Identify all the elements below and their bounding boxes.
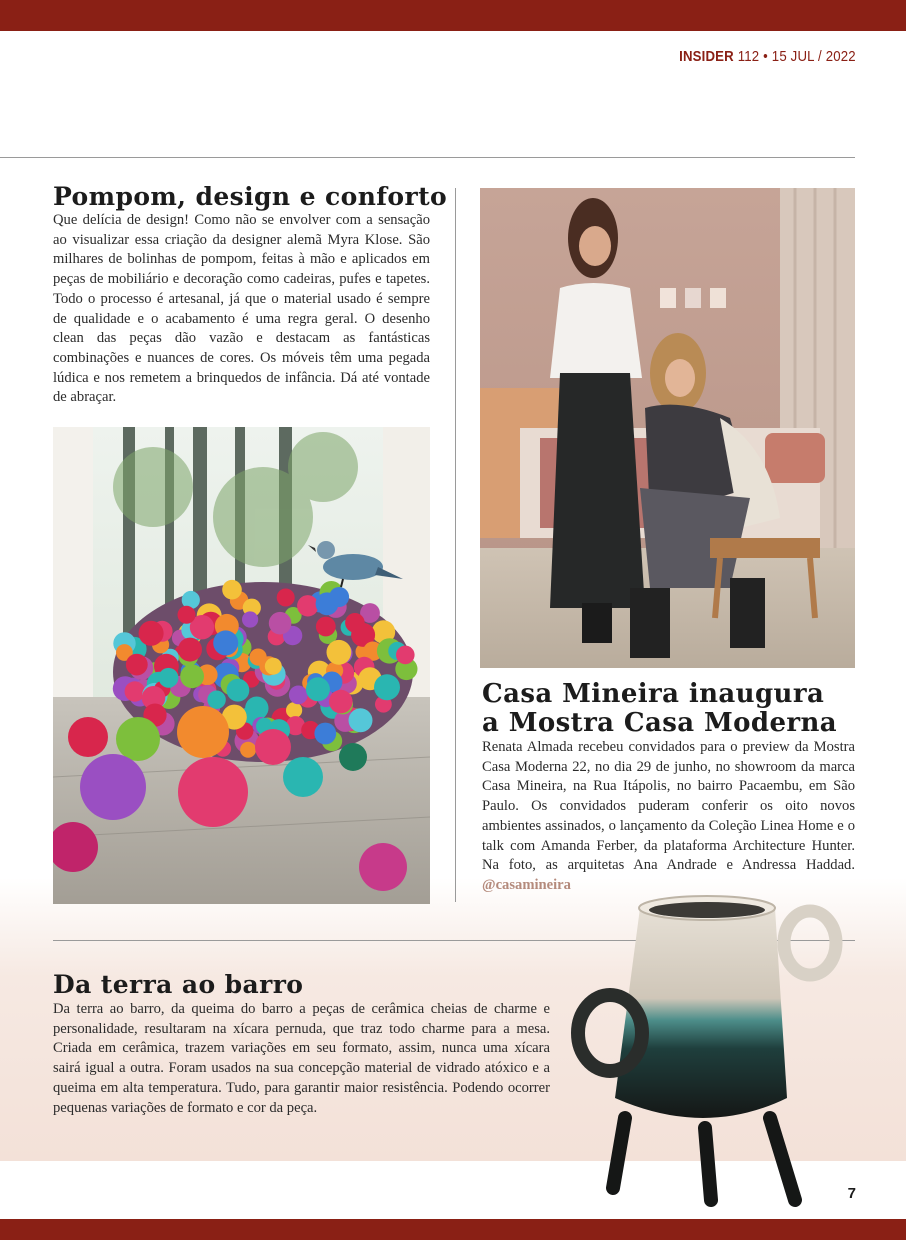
pompom-ball — [265, 658, 282, 675]
terra-title: Da terra ao barro — [53, 970, 304, 999]
pompom-ball — [126, 654, 148, 676]
pompom-ball — [159, 668, 179, 688]
pompom-ball — [242, 611, 258, 627]
pompom-ball — [316, 617, 336, 637]
pompom-ball — [329, 587, 349, 607]
pompom-ball — [306, 677, 330, 701]
pompom-ball — [327, 640, 352, 665]
loose-pompom-ball — [359, 843, 407, 891]
pompom-pouf-photo — [53, 427, 430, 904]
casa-body-text: Renata Almada recebeu convidados para o preview da Mostra Casa Moderna 22, no dia 29 de junho, no showroom da marca Casa Mineira, na Rua Itápolis, no bairro Pacaembu, em São Paulo. Os convidados puderam conferir os oito novos ambientes assinados, o lançamento da Coleção Linea Home e o talk com Amanda Ferber, da plataforma Architecture Hunter. Na foto, as arquitetas Ana Andrade e Andressa Haddad. — [482, 739, 855, 874]
pompom-ball — [277, 589, 295, 607]
pompom-ball — [227, 679, 250, 702]
loose-pompom-ball — [339, 743, 367, 771]
issue-header — [679, 48, 856, 65]
pompom-ball — [374, 674, 400, 700]
header-separator: • — [763, 48, 769, 65]
pompom-ball — [349, 708, 373, 732]
issue-number: 112 — [737, 48, 760, 65]
terra-body: Da terra ao barro, da queima do barro a peças de cerâmica cheias de charme e personalidade, resultaram na xícara pernuda, que traz todo charme para a mesa. Criada em cerâmica, trazem variações em seu formato, assim, nunca uma xícara sairá igual a outra. Foram usados na sua concepção material de vidrado atóxico e a queima em alta temperatura. Tudo, para garantir maior resistência. Podendo ocorrer pequenas variações de formato e cor da peça. — [53, 1001, 550, 1116]
pompom-ball — [345, 613, 365, 633]
page-number: 7 — [847, 1185, 856, 1202]
pompom-ball — [297, 595, 318, 616]
pompom-ball — [139, 621, 164, 646]
pompom-ball — [213, 630, 238, 655]
pompom-ball — [396, 646, 415, 665]
casa-body — [482, 738, 855, 896]
pompom-ball — [286, 702, 302, 718]
ceramic-cup-photo — [565, 888, 855, 1210]
pompom-ball — [289, 686, 308, 705]
loose-pompom-ball — [178, 757, 248, 827]
top-divider — [0, 157, 855, 158]
casa-mineira-photo — [480, 188, 855, 668]
loose-pompom-ball — [283, 757, 323, 797]
top-color-band — [0, 0, 906, 31]
issue-date: 15 JUL / 2022 — [772, 48, 856, 65]
loose-pompom-ball — [255, 729, 291, 765]
pompom-body: Que delícia de design! Como não se envolver com a sensação ao visualizar essa criação da designer alemã Myra Klose. São milhares de bolinhas de pompom, feitas à mão e aplicados em peças de mobiliário e decoração como cadeiras, pufes e tapetes. Todo o processo é artesanal, já que o material usado é sempre de qualidade e o acabamento é uma regra geral. O desenho clean das peças dão vazão e destacam as fantásticas combinações e nuances de cores. Os móveis têm uma pegada lúdica e nos remetem a brinquedos de infância. Dá até vontade de abraçar. — [53, 212, 430, 406]
casa-title — [482, 680, 837, 738]
loose-pompom-ball — [80, 754, 146, 820]
pompom-ball — [329, 690, 353, 714]
pompom-ball — [180, 664, 204, 688]
pompom-ball — [207, 691, 225, 709]
casa-title-line1: Casa Mineira inaugura — [482, 679, 825, 709]
pompom-ball — [240, 742, 256, 758]
column-divider — [455, 188, 456, 902]
pompom-ball — [178, 606, 196, 624]
loose-pompom-ball — [68, 717, 108, 757]
bottom-color-band — [0, 1219, 906, 1240]
loose-pompom-ball — [116, 717, 160, 761]
brand-name: INSIDER — [679, 48, 735, 65]
pompom-ball — [178, 638, 202, 662]
loose-pompom-ball — [177, 706, 229, 758]
pompom-ball — [314, 723, 336, 745]
casa-credit: @casamineira — [482, 876, 571, 893]
pompom-ball — [222, 580, 242, 600]
casa-title-line2: a Mostra Casa Moderna — [482, 708, 838, 738]
pompom-ball — [269, 612, 292, 635]
pompom-title: Pompom, design e conforto — [53, 182, 448, 211]
